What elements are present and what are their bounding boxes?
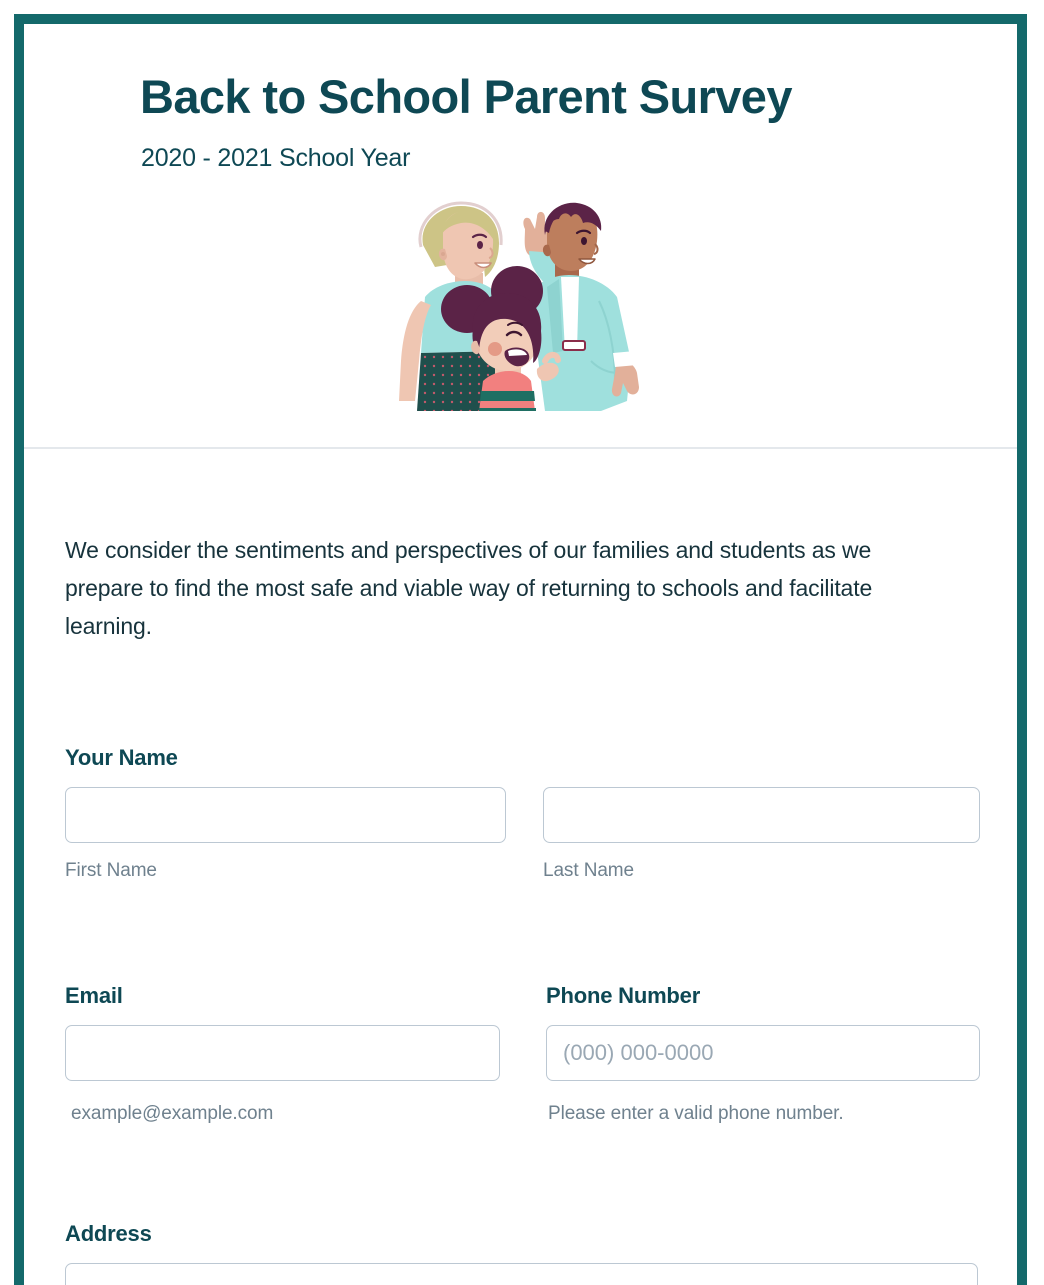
intro-paragraph: We consider the sentiments and perspectives of our families and students as we prepare to find the most safe and viable way of returning to schools and facilitate learning.: [65, 537, 873, 639]
first-name-input[interactable]: [65, 787, 506, 843]
contact-label-row: [65, 983, 980, 1025]
email-input[interactable]: [65, 1025, 500, 1081]
address-street-input[interactable]: [65, 1263, 978, 1285]
last-name-input[interactable]: [543, 787, 980, 843]
email-label: Email: [65, 983, 123, 1008]
last-name-cell: [543, 787, 980, 882]
last-name-sublabel: Last Name: [543, 860, 634, 881]
email-sublabel: example@example.com: [71, 1103, 274, 1124]
field-group-contact: [65, 983, 980, 1125]
phone-number-input[interactable]: [546, 1025, 980, 1081]
page-title: Back to School Parent Survey: [140, 70, 792, 123]
phone-cell: [546, 1025, 980, 1125]
email-cell: [65, 1025, 500, 1125]
page-frame-left: [14, 14, 24, 1285]
field-group-your-name: [65, 745, 980, 882]
phone-number-sublabel: Please enter a valid phone number.: [548, 1103, 844, 1124]
header-divider: [24, 447, 1017, 449]
page-frame-top: [14, 14, 1027, 24]
phone-number-label: Phone Number: [546, 983, 701, 1008]
your-name-input-row: [65, 787, 980, 882]
first-name-sublabel: First Name: [65, 860, 157, 881]
page-subtitle: 2020 - 2021 School Year: [141, 144, 411, 172]
form-header: [24, 24, 1017, 448]
your-name-label: Your Name: [65, 745, 178, 770]
first-name-cell: [65, 787, 506, 882]
field-group-address: [65, 1221, 980, 1285]
family-illustration: [395, 201, 645, 411]
address-label: Address: [65, 1221, 152, 1246]
contact-input-row: [65, 1025, 980, 1125]
page-frame-right: [1017, 14, 1027, 1285]
form-canvas: [24, 24, 1017, 1285]
